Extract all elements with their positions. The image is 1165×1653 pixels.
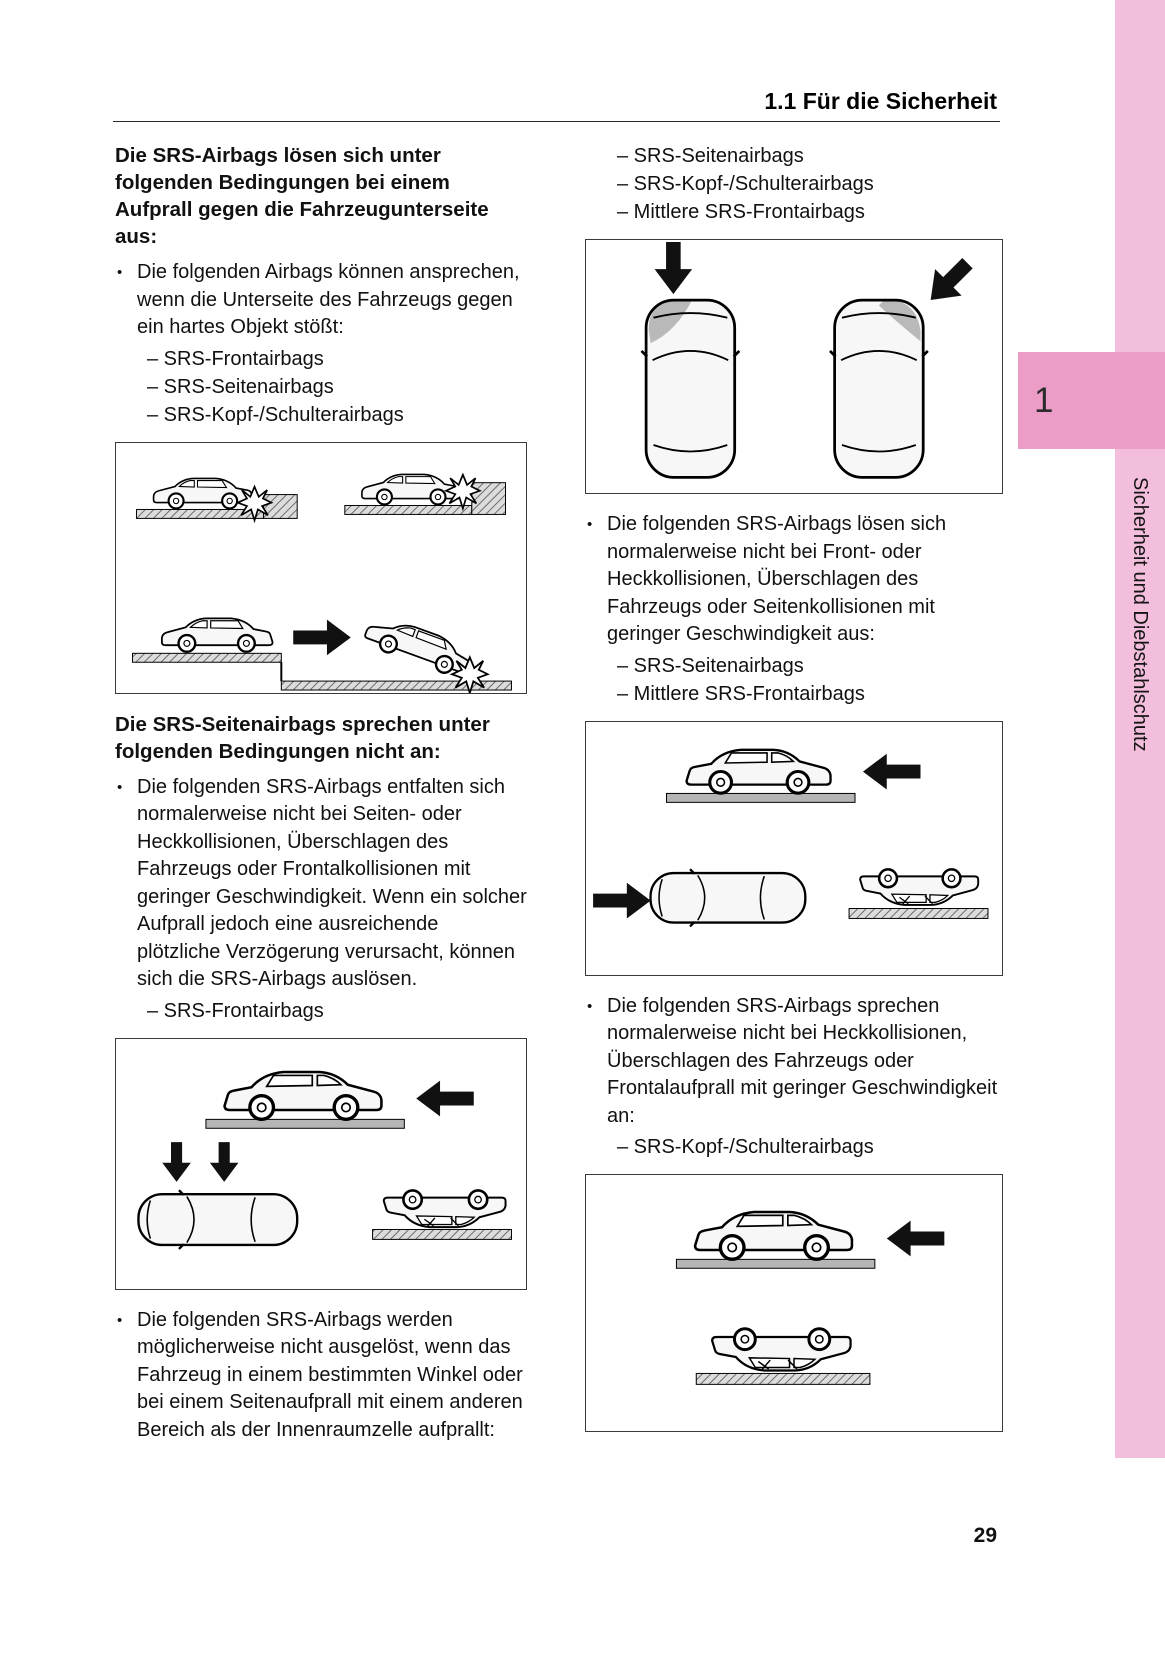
ground-hatched bbox=[696, 1373, 870, 1384]
section-header: 1.1 Für die Sicherheit bbox=[764, 88, 997, 114]
oblique-collision-illustration bbox=[586, 240, 1002, 493]
heading-underbody-deploy: Die SRS-Airbags lösen sich unter folgenden Bedingungen bei einem Aufprall gegen die Fahrzeugunterseite aus: bbox=[115, 144, 489, 248]
figure-underbody-collision bbox=[115, 442, 527, 694]
bullet-text: Die folgenden SRS-Airbags werden möglicherweise nicht ausgelöst, wenn das Fahrzeug in einem bestimmten Winkel oder bei einem Seitenaufprall mit einem anderen Bereich als der Innenraumzelle aufprallt: bbox=[137, 1308, 523, 1441]
arrow-diagonal-icon bbox=[917, 250, 980, 313]
bullet-item bbox=[115, 259, 527, 342]
bullet-item bbox=[585, 511, 1003, 649]
ground-hatched bbox=[373, 1229, 512, 1239]
arrow-right-icon bbox=[593, 882, 651, 918]
arrow-down-icon bbox=[655, 242, 693, 294]
figure-rear-rollover-collision bbox=[585, 1174, 1003, 1432]
right-column bbox=[585, 142, 1003, 1449]
bullet-text: Die folgenden Airbags können ansprechen, wenn die Unterseite des Fahrzeugs gegen ein hartes Objekt stößt: bbox=[137, 261, 520, 338]
list-item: – SRS-Seitenairbags bbox=[617, 145, 804, 167]
overturned-car-illustration bbox=[860, 869, 978, 905]
arrow-left-icon bbox=[863, 753, 921, 789]
overturned-car-illustration bbox=[712, 1329, 850, 1371]
list-item: – Mittlere SRS-Frontairbags bbox=[617, 201, 865, 223]
low-speed-collision-illustration bbox=[586, 722, 1002, 975]
arrow-down-icon bbox=[210, 1142, 239, 1182]
figure-low-speed-collisions bbox=[585, 721, 1003, 976]
list-item: – SRS-Frontairbags bbox=[147, 347, 324, 370]
heading-side-airbag-nondeploy: Die SRS-Seitenairbags sprechen unter folgenden Bedingungen nicht an: bbox=[115, 712, 490, 763]
arrow-right-icon bbox=[293, 619, 351, 655]
bullet-item bbox=[115, 1307, 527, 1445]
bullet-text: Die folgenden SRS-Airbags entfalten sich normalerweise nicht bei Seiten- oder Heckkollisionen, Überschlagen des Fahrzeugs oder Frontalkollisionen mit geringer Geschwindigkeit. Wenn ein solcher Aufprall jedoch eine ausreichende plötzliche Verzögerung verursacht, können sich die SRS-Airbags auslösen. bbox=[137, 775, 527, 990]
page-number: 29 bbox=[973, 1524, 997, 1547]
list-item: – SRS-Kopf-/Schulterairbags bbox=[617, 173, 874, 195]
bullet-marker: • bbox=[117, 1311, 123, 1329]
car-side-illustration bbox=[695, 1212, 852, 1259]
ground-hatched bbox=[345, 505, 472, 514]
car-side-illustration bbox=[362, 474, 462, 504]
car-top-illustration bbox=[651, 869, 806, 926]
figure-side-airbag-nondeploy bbox=[115, 1038, 527, 1290]
list-item: – SRS-Seitenairbags bbox=[147, 375, 334, 398]
underbody-collision-illustration bbox=[116, 443, 526, 693]
bullet-marker: • bbox=[587, 516, 593, 533]
arrow-down-icon bbox=[162, 1142, 191, 1182]
ground-bar bbox=[667, 793, 856, 802]
bullet-marker: • bbox=[117, 264, 123, 281]
arrow-left-icon bbox=[416, 1080, 474, 1116]
bullet-marker: • bbox=[117, 778, 123, 796]
list-item: – Mittlere SRS-Frontairbags bbox=[617, 682, 865, 705]
sidebar-strip-top bbox=[1115, 0, 1165, 352]
figure-oblique-frontal-collision bbox=[585, 239, 1003, 494]
overturned-car-illustration bbox=[384, 1190, 506, 1227]
bullet-item bbox=[585, 993, 1003, 1131]
arrow-left-icon bbox=[887, 1221, 945, 1257]
list-item: – SRS-Frontairbags bbox=[147, 999, 324, 1022]
list-item: – SRS-Seitenairbags bbox=[617, 654, 804, 677]
bullet-text: Die folgenden SRS-Airbags sprechen normalerweise nicht bei Heckkollisionen, Überschlagen des Fahrzeugs oder Frontalaufprall mit geringer Geschwindigkeit an: bbox=[607, 994, 998, 1127]
left-column bbox=[115, 142, 527, 1447]
ledge-ground bbox=[133, 653, 282, 662]
nondeploy-collision-illustration bbox=[116, 1039, 526, 1289]
chapter-number: 1 bbox=[1034, 380, 1054, 420]
chapter-number-tab bbox=[1018, 352, 1165, 449]
list-item: – SRS-Kopf-/Schulterairbags bbox=[147, 403, 404, 426]
ground-bar bbox=[676, 1259, 874, 1268]
ground-hatched bbox=[849, 908, 988, 918]
car-side-illustration bbox=[687, 749, 831, 792]
bullet-marker: • bbox=[587, 997, 593, 1015]
ground-bar bbox=[206, 1119, 404, 1128]
header-rule bbox=[113, 121, 1000, 122]
car-side-illustration bbox=[225, 1072, 382, 1119]
sidebar-strip bbox=[1115, 449, 1165, 1458]
car-side-illustration bbox=[162, 618, 273, 651]
rear-rollover-illustration bbox=[586, 1175, 1002, 1431]
chapter-title-vertical: Sicherheit und Diebstahlschutz bbox=[1129, 477, 1151, 752]
list-item: – SRS-Kopf-/Schulterairbags bbox=[617, 1136, 874, 1158]
car-top-illustration bbox=[138, 1190, 297, 1249]
car-side-illustration bbox=[154, 478, 254, 508]
bullet-text: Die folgenden SRS-Airbags lösen sich normalerweise nicht bei Front- oder Heckkollisionen, Überschlagen des Fahrzeugs oder Seitenkollisionen mit geringer Geschwindigkeit aus: bbox=[607, 513, 947, 645]
bullet-item bbox=[115, 774, 527, 994]
obstacle-block bbox=[472, 482, 506, 514]
